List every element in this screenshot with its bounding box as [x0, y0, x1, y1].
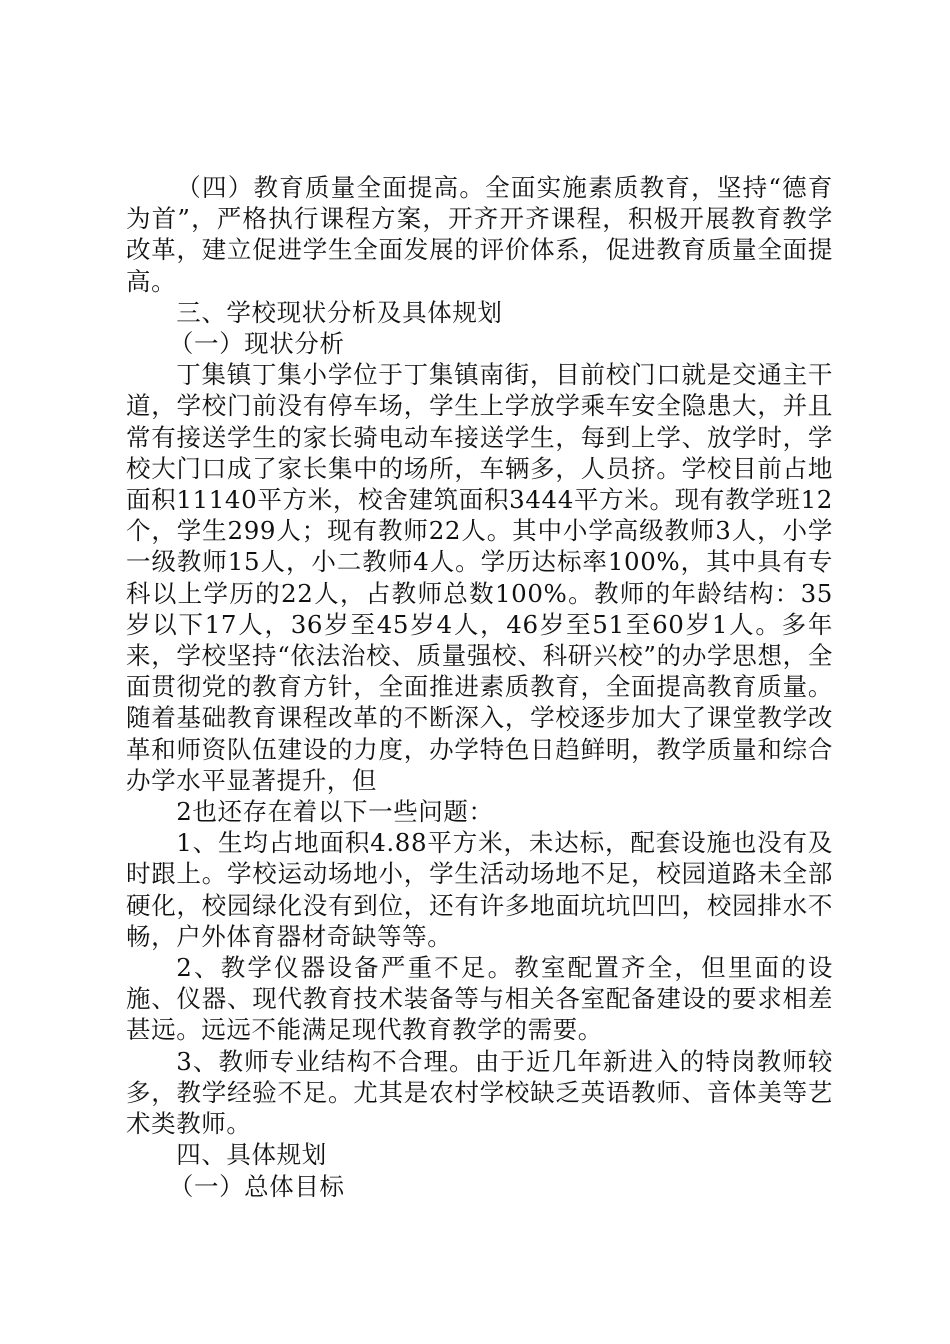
paragraph-problem-3: 3、教师专业结构不合理。由于近几年新进入的特岗教师较多，教学经验不足。尤其是农村学校缺乏英语教师、音体美等艺术类教师。 — [126, 1046, 833, 1139]
section-heading-planning: 四、具体规划 — [176, 1140, 327, 1170]
subheading-overall-goal: （一）总体目标 — [168, 1171, 345, 1201]
section-heading-status-analysis: 三、学校现状分析及具体规划 — [176, 297, 503, 327]
subheading-status-analysis: （一）现状分析 — [168, 329, 345, 359]
paragraph-education-quality: （四）教育质量全面提高。全面实施素质教育，坚持“德育为首”，严格执行课程方案，开齐开齐课程，积极开展教育教学改革，建立促进学生全面发展的评价体系，促进教育质量全面提高。 — [126, 173, 833, 296]
paragraph-problems-intro: 2也还存在着以下一些问题： — [176, 797, 494, 827]
paragraph-problem-1: 1、生均占地面积4.88平方米，未达标，配套设施也没有及时跟上。学校运动场地小，学生活动场地不足，校园道路未全部硬化，校园绿化没有到位，还有许多地面坑坑凹凹，校园排水不畅，户外体育器材奇缺等等。 — [126, 828, 833, 951]
document-body — [126, 172, 833, 1202]
paragraph-problem-2: 2、教学仪器设备严重不足。教室配置齐全，但里面的设施、仪器、现代教育技术装备等与相关各室配备建设的要求相差甚远。远远不能满足现代教育教学的需要。 — [126, 953, 833, 1045]
paragraph-school-status: 丁集镇丁集小学位于丁集镇南街，目前校门口就是交通主干道，学校门前没有停车场，学生上学放学乘车安全隐患大，并且常有接送学生的家长骑电动车接送学生，每到上学、放学时，学校大门口成了家长集中的场所，车辆多，人员挤。学校目前占地面积11140平方米，校舍建筑面积3444平方米。现有教学班12个，学生299人；现有教师22人。其中小学高级教师3人，小学一级教师15人，小二教师4人。学历达标率100%，其中具有专科以上学历的22人，占教师总数100%。教师的年龄结构：35岁以下17人，36岁至45岁4人，46岁至51至60岁1人。多年来，学校坚持“依法治校、质量强校、科研兴校”的办学思想，全面贯彻党的教育方针，全面推进素质教育，全面提高教育质量。随着基础教育课程改革的不断深入，学校逐步加大了课堂教学改革和师资队伍建设的力度，办学特色日趋鲜明，教学质量和综合办学水平显著提升，但 — [126, 360, 833, 795]
